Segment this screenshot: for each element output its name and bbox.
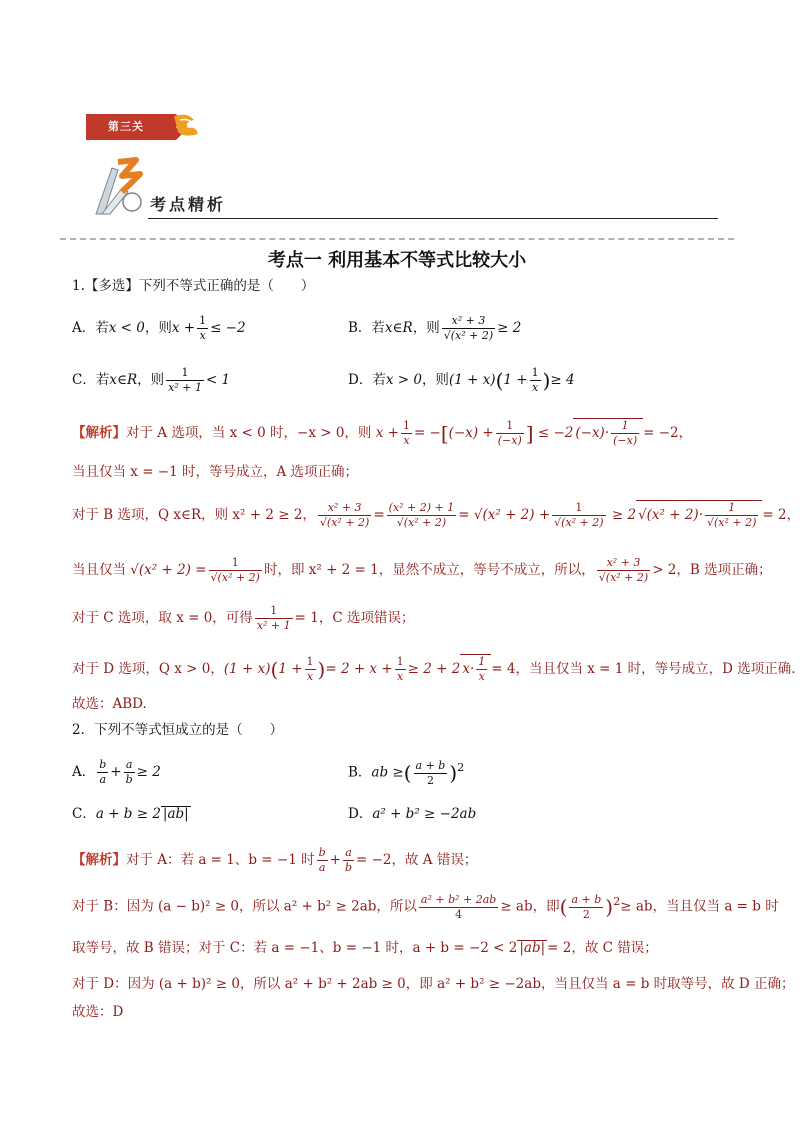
section-underline — [148, 218, 718, 219]
q2-sol3-tail: = 2，故 C 错误； — [547, 940, 658, 956]
q2-sol2-b: ≥ ab，即 — [500, 898, 560, 915]
q1-solution-line6: 对于 D 选项，Q x > 0，(1 + x)(1 + $\frac{1}{x}$ )= 2 + x + $\frac{1}{x}$ ≥ 2 + 2 x· $\frac{1}{x}$ = 4，当且仅当 x = 1 时，等号成立，D 选项正确. — [72, 655, 796, 683]
q1-option-a-expr: ≤ −2 — [210, 320, 246, 336]
q1-solution-line3: 对于 B 选项，Q x∈R，则 x² + 2 ≥ 2， $\frac{\text{x² + 3}}{\text{√(x² + 2)}}$ = $\frac{\text{(x² + 2) + 1}}{\text{√(x² + 2)}}$ = √(x² + 2) + $\frac{1}{\text{√(x² + 2)}}$ ≥ 2 √(x² + 2)· $\frac{1}{\text{√(x² + 2)}}$ = 2， — [72, 501, 800, 529]
q2-option-b-prefix: B． — [348, 764, 372, 781]
q1-sol4-c: > 2，B 选项正确； — [652, 562, 772, 578]
q1-sol5: 对于 C 选项，取 x = 0，可得 — [72, 610, 253, 626]
q2-sol1-a: 对于 A：若 a = 1、b = −1 时 — [126, 852, 315, 868]
q1-sol1: 对于 A 选项，当 x < 0 时，−x > 0，则 — [126, 425, 372, 441]
q1-stem: 1.【多选】下列不等式正确的是（ ） — [72, 278, 315, 294]
q1-option-b: B．若x∈R，则 $\frac{\text{x² + 3}}{\text{√(x² + 2)}}$ ≥ 2 — [348, 314, 522, 342]
q1-option-a: A．若x < 0，则x + $\frac{1}{x}$ ≤ −2 — [72, 314, 246, 342]
q1-option-d-then: ，则 — [421, 372, 449, 388]
q2-option-d-prefix: D． — [348, 806, 373, 822]
q1-option-c-prefix: C．若 — [72, 372, 110, 388]
q2-option-b-expr: ab ≥ — [371, 764, 404, 781]
q1-option-d: D．若x > 0，则(1 + x)(1 + $\frac{1}{x}$ )≥ 4 — [348, 366, 575, 394]
q2-sol3: 取等号，故 B 错误；对于 C：若 a = −1、b = −1 时，a + b = −2 < 2 — [72, 940, 518, 956]
q2-option-d-expr: a² + b² ≥ −2ab — [372, 806, 477, 822]
q2-option-d — [348, 804, 476, 824]
q1-solution-tag: 【解析】 — [72, 425, 126, 441]
q1-sol4-a: 当且仅当 — [72, 562, 126, 578]
q1-answer: 故选：ABD. — [72, 696, 147, 712]
q1-sol1-tail: = −2， — [643, 425, 693, 441]
q1-solution-line5: 对于 C 选项，取 x = 0，可得 $\frac{1}{\text{x² + 1}}$ = 1，C 选项错误； — [72, 604, 415, 632]
q2-answer: 故选：D — [72, 1004, 124, 1020]
q1-option-c-then: ，则 — [137, 372, 165, 388]
q2-sol2-a: 对于 B：因为 (a − b)² ≥ 0，所以 a² + b² ≥ 2ab，所以 — [72, 898, 417, 915]
q2-stem: 2．下列不等式恒成立的是（ ） — [72, 722, 284, 738]
q2-solution-line2: 对于 B：因为 (a − b)² ≥ 0，所以 a² + b² ≥ 2ab，所以 $\frac{\text{a² + b² + 2ab}}{4}$ ≥ ab，即( $\frac{a + b}{2}$ )$^2$≥ ab，当且仅当 a = b 时 — [72, 892, 779, 921]
q1-option-c: C．若x∈R，则 $\frac{1}{\text{x² + 1}}$ < 1 — [72, 366, 231, 394]
q1-sol3-b: = 2， — [762, 507, 800, 523]
q2-sol1-b: = −2，故 A 错误； — [356, 852, 478, 868]
q1-sol6-a: 对于 D 选项，Q x > 0， — [72, 661, 224, 677]
dashed-divider — [60, 238, 734, 240]
q1-option-d-prefix: D．若 — [348, 372, 386, 388]
q2-solution-line4: 对于 D：因为 (a + b)² ≥ 0，所以 a² + b² + 2ab ≥ 0，即 a² + b² ≥ −2ab，当且仅当 a = b 时取等号，故 D 正确； — [72, 976, 795, 992]
q2-option-c-expr: a + b ≥ 2 — [95, 806, 161, 822]
q1-option-b-expr: ≥ 2 — [497, 320, 522, 336]
q2-option-c-prefix: C． — [72, 806, 96, 822]
q1-sol4-b: 时，即 x² + 2 = 1，显然不成立，等号不成立，所以， — [263, 562, 595, 578]
q1-option-d-expr: ≥ 4 — [550, 372, 575, 388]
section-title: 考点精析 — [150, 195, 227, 214]
q1-sol6-b: = 4，当且仅当 x = 1 时，等号成立，D 选项正确. — [491, 661, 796, 677]
q2-solution-line1: 【解析】对于 A：若 a = 1、b = −1 时 $\frac{b}{a}$ + $\frac{a}{b}$ = −2，故 A 错误； — [72, 846, 478, 874]
q1-sol5-tail: = 1，C 选项错误； — [294, 610, 415, 626]
q1-option-a-prefix: A．若 — [72, 320, 109, 336]
q1-option-a-then: ，则 — [144, 320, 172, 336]
q1-solution-line4: 当且仅当 √(x² + 2) = $\frac{1}{\text{√(x² + 2)}}$ 时，即 x² + 2 = 1，显然不成立，等号不成立，所以， $\frac{\text{x² + 3}}{\text{√(x² + 2)}}$ > 2，B 选项正确； — [72, 556, 772, 584]
q2-solution-tag: 【解析】 — [72, 852, 126, 868]
q2-option-c: C．a + b ≥ 2 |ab| — [72, 806, 189, 822]
stage-banner-label: 第三关 — [108, 120, 144, 133]
q1-option-c-expr: < 1 — [205, 372, 231, 388]
q1-option-b-prefix: B．若 — [348, 320, 385, 336]
q1-solution-line2: 当且仅当 x = −1 时，等号成立，A 选项正确； — [72, 464, 359, 480]
q1-solution-line1: 【解析】对于 A 选项，当 x < 0 时，−x > 0，则 x + $\frac{1}{x}$ = −[(−x) + $\frac{1}{(-x)}$ ] ≤ −2 (−x)· $\frac{1}{(-x)}$ = −2， — [72, 419, 693, 447]
q2-sol2-c: ≥ ab，当且仅当 a = b 时 — [620, 898, 779, 915]
q1-option-b-cond: x∈R — [384, 320, 413, 336]
q1-option-d-cond: x > 0 — [385, 372, 422, 388]
q1-option-a-cond: x < 0 — [108, 320, 145, 336]
q1-option-c-cond: x∈R — [109, 372, 138, 388]
q2-option-a-prefix: A． — [72, 764, 96, 780]
topic-heading: 考点一 利用基本不等式比较大小 — [267, 250, 527, 271]
q2-option-b: B．ab ≥( $\frac{a + b}{2}$ )$^2$ — [348, 758, 465, 787]
q2-option-a: A． $\frac{b}{a}$ + $\frac{a}{b}$ ≥ 2 — [72, 758, 161, 786]
q2-option-a-expr: ≥ 2 — [136, 764, 161, 780]
q2-solution-line3: 取等号，故 B 错误；对于 C：若 a = −1、b = −1 时，a + b = −2 < 2 |ab| = 2，故 C 错误； — [72, 940, 658, 956]
ruler-compass-icon — [92, 158, 146, 216]
q1-sol3-a: 对于 B 选项，Q x∈R，则 x² + 2 ≥ 2， — [72, 507, 316, 523]
q1-option-b-then: ，则 — [412, 320, 440, 336]
stage-banner — [84, 110, 204, 144]
